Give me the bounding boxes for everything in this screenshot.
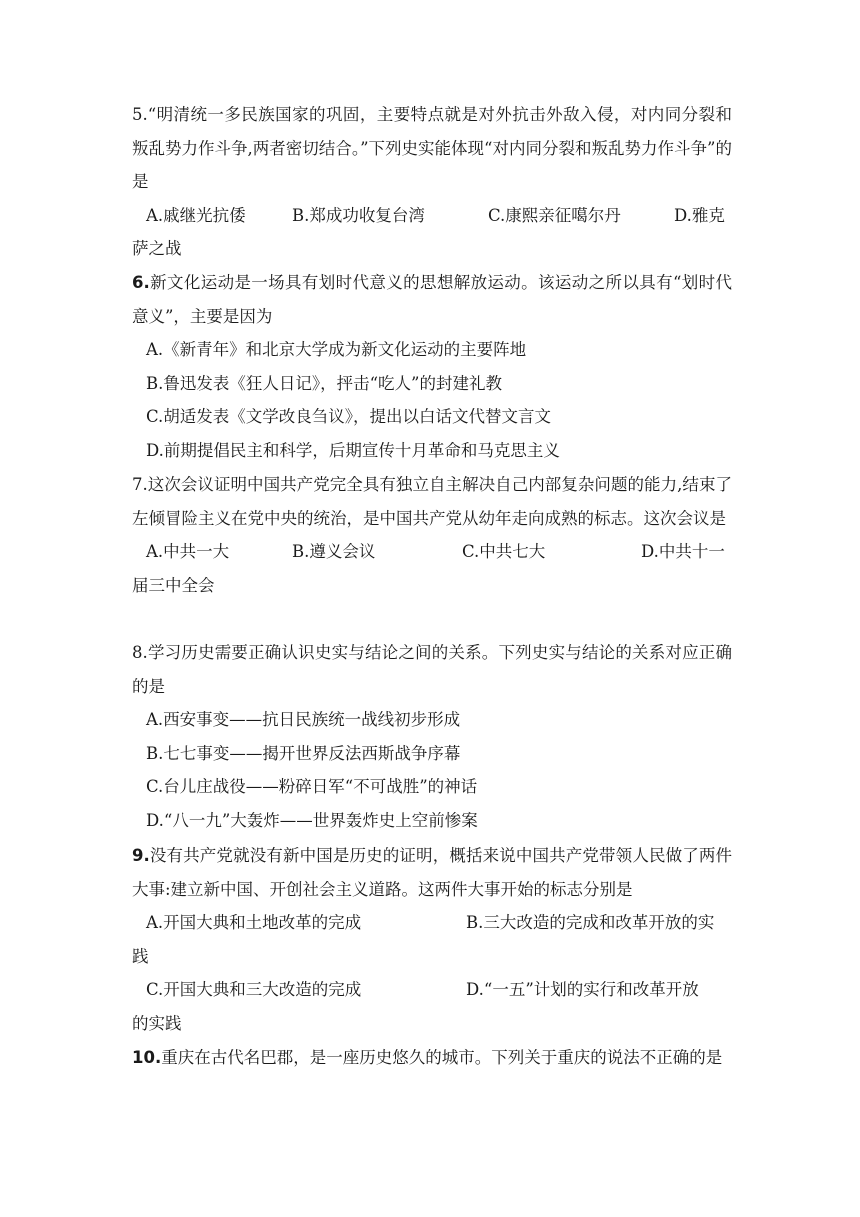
question-5	[132, 98, 732, 266]
question-7	[132, 468, 732, 602]
option-a[interactable]: A.中共一大	[146, 542, 230, 561]
option-a[interactable]: A.《新青年》和北京大学成为新文化运动的主要阵地	[146, 340, 527, 359]
question-stem: 9.没有共产党就没有新中国是历史的证明，概括来说中国共产党带领人民做了两件大事:建立新中国、开创社会主义道路。这两件大事开始的标志分别是	[132, 846, 732, 899]
options-row	[132, 535, 732, 569]
option-b[interactable]: B.七七事变——揭开世界反法西斯战争序幕	[146, 743, 461, 763]
option-c[interactable]: C.台儿庄战役——粉碎日军“不可战胜”的神话	[146, 777, 478, 796]
option-b[interactable]: B.三大改造的完成和改革开放的实	[466, 913, 715, 932]
option-b[interactable]: B.鲁迅发表《狂人日记》，抨击“吃人”的封建礼教	[146, 373, 502, 393]
option-a[interactable]: A.戚继光抗倭	[146, 205, 246, 225]
option-d[interactable]: D.前期提倡民主和科学，后期宣传十月革命和马克思主义	[146, 440, 560, 460]
option-d-continued: 萨之战	[132, 239, 182, 258]
option-b[interactable]: B.郑成功收复台湾	[292, 205, 425, 225]
options-row	[132, 199, 732, 233]
option-b-continued: 践	[132, 946, 149, 966]
question-stem: 6.新文化运动是一场具有划时代意义的思想解放运动。该运动之所以具有“划时代意义”，主要是因为	[132, 273, 732, 326]
question-9	[132, 839, 732, 1040]
option-d[interactable]: D.雅克	[674, 205, 725, 225]
question-stem: 8.学习历史需要正确认识史实与结论之间的关系。下列史实与结论的关系对应正确的是	[132, 643, 732, 696]
option-c[interactable]: C.中共七大	[462, 542, 546, 561]
question-stem: 5.“明清统一多民族国家的巩固，主要特点就是对外抗击外敌入侵，对内同分裂和叛乱势力作斗争,两者密切结合。”下列史实能体现“对内同分裂和叛乱势力作斗争”的是	[132, 105, 732, 191]
question-10	[132, 1041, 732, 1075]
option-d-continued: 届三中全会	[132, 575, 215, 595]
option-d-continued: 的实践	[132, 1013, 182, 1033]
question-stem: 10.重庆在古代名巴郡，是一座历史悠久的城市。下列关于重庆的说法不正确的是	[132, 1048, 723, 1067]
options-row	[132, 906, 732, 940]
option-d[interactable]: D.“一五”计划的实行和改革开放	[466, 980, 699, 999]
option-c[interactable]: C.胡适发表《文学改良刍议》，提出以白话文代替文言文	[146, 407, 552, 426]
option-d[interactable]: D.中共十一	[641, 542, 725, 561]
options-row	[132, 973, 732, 1007]
option-d[interactable]: D.“八一九”大轰炸——世界轰炸史上空前惨案	[146, 810, 478, 830]
question-6	[132, 266, 732, 467]
option-a[interactable]: A.西安事变——抗日民族统一战线初步形成	[146, 710, 461, 729]
question-8	[132, 636, 732, 837]
option-a[interactable]: A.开国大典和土地改革的完成	[146, 913, 362, 932]
question-stem: 7.这次会议证明中国共产党完全具有独立自主解决自己内部复杂问题的能力,结束了左倾冒险主义在党中央的统治，是中国共产党从幼年走向成熟的标志。这次会议是	[132, 475, 732, 528]
option-b[interactable]: B.遵义会议	[292, 542, 376, 561]
option-c[interactable]: C.开国大典和三大改造的完成	[146, 980, 362, 999]
option-c[interactable]: C.康熙亲征噶尔丹	[488, 205, 621, 225]
